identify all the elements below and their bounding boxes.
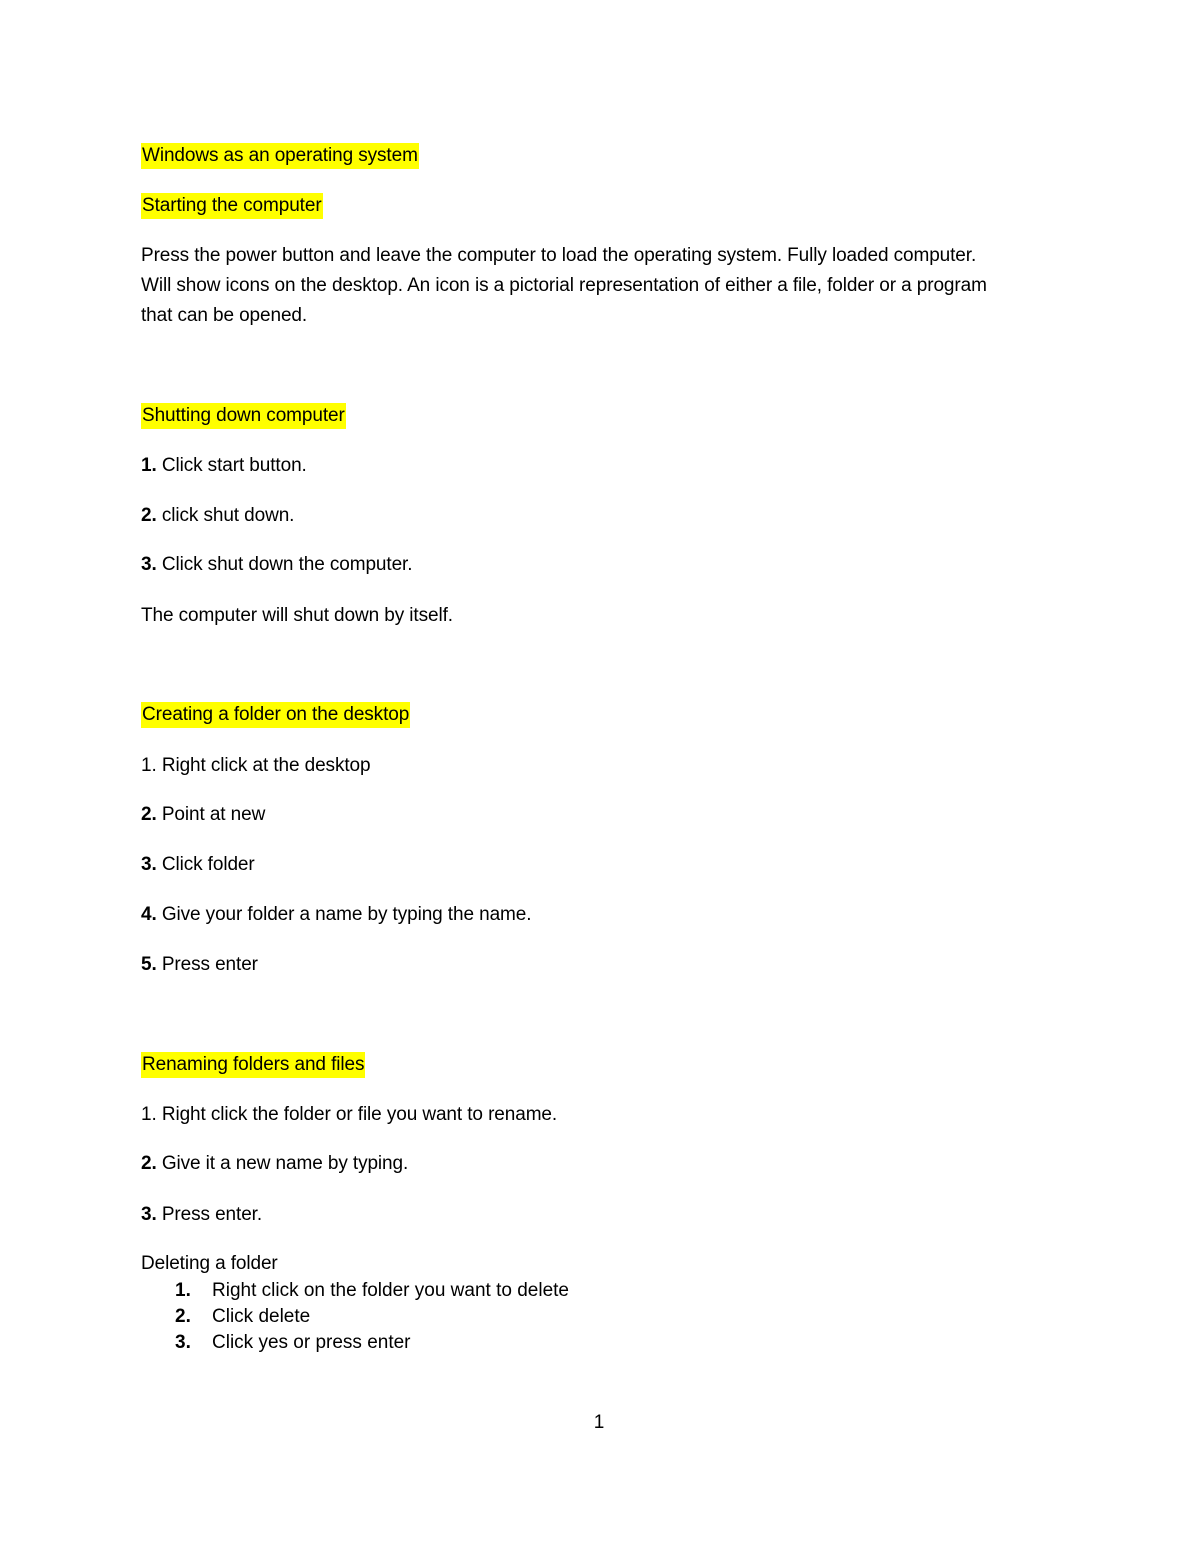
- shutdown-step-3: [141, 550, 412, 580]
- step-number: 1.: [175, 1280, 191, 1301]
- step-number: 3.: [141, 1204, 157, 1225]
- step-text: Click start button.: [156, 455, 307, 476]
- page-number: 1: [593, 1412, 605, 1433]
- intro-line-3: that can be opened.: [141, 305, 308, 326]
- delete-step-3: [175, 1330, 411, 1356]
- step-number: 4.: [141, 904, 157, 925]
- create-step-5: [141, 950, 258, 980]
- step-number: 2.: [175, 1306, 191, 1327]
- step-number: 3.: [141, 854, 157, 875]
- step-text: Right click at the desktop: [156, 755, 371, 776]
- section-heading-renaming: [141, 1050, 365, 1080]
- step-number: 2.: [141, 505, 157, 526]
- section-heading-creating-text: Creating a folder on the desktop: [141, 702, 410, 728]
- document-title: [141, 141, 419, 171]
- shutdown-step-2: [141, 501, 294, 531]
- step-number: 1.: [141, 455, 157, 476]
- step-text: Right click the folder or file you want to rename.: [156, 1104, 558, 1125]
- rename-step-3: [141, 1200, 262, 1230]
- document-title-text: Windows as an operating system: [141, 143, 419, 169]
- delete-step-1: [175, 1278, 569, 1304]
- intro-line-2: Will show icons on the desktop. An icon is a pictorial representation of either a file, folder or a program: [141, 275, 987, 296]
- step-number: 5.: [141, 954, 157, 975]
- delete-step-2: [175, 1304, 310, 1330]
- step-number: 2.: [141, 1153, 157, 1174]
- rename-step-2: [141, 1149, 408, 1179]
- create-step-1: [141, 751, 370, 781]
- step-text: Click folder: [156, 854, 255, 875]
- step-number: 3.: [141, 554, 157, 575]
- step-text: Right click on the folder you want to delete: [212, 1280, 569, 1301]
- step-text: Click delete: [212, 1306, 311, 1327]
- rename-step-1: [141, 1100, 557, 1130]
- section-heading-creating: [141, 700, 410, 730]
- step-number: 1.: [141, 1104, 157, 1125]
- section-heading-renaming-text: Renaming folders and files: [141, 1052, 365, 1078]
- step-number: 2.: [141, 804, 157, 825]
- section-heading-starting-text: Starting the computer: [141, 193, 323, 219]
- step-text: Give your folder a name by typing the name.: [156, 904, 532, 925]
- create-step-2: [141, 800, 265, 830]
- create-step-4: [141, 900, 531, 930]
- step-text: Click yes or press enter: [212, 1332, 411, 1353]
- section-heading-shutting: [141, 401, 346, 431]
- section-heading-deleting: Deleting a folder: [141, 1253, 278, 1274]
- section-heading-shutting-text: Shutting down computer: [141, 403, 346, 429]
- intro-line-1: Press the power button and leave the computer to load the operating system. Fully loaded computer.: [141, 245, 977, 266]
- shutdown-step-1: [141, 451, 307, 481]
- create-step-3: [141, 850, 255, 880]
- step-text: Give it a new name by typing.: [156, 1153, 409, 1174]
- shutdown-note: The computer will shut down by itself.: [141, 605, 453, 626]
- step-text: Click shut down the computer.: [156, 554, 413, 575]
- step-text: Point at new: [156, 804, 266, 825]
- step-number: 1.: [141, 755, 157, 776]
- section-heading-starting: [141, 191, 323, 221]
- step-text: Press enter: [156, 954, 258, 975]
- step-text: click shut down.: [156, 505, 295, 526]
- step-text: Press enter.: [156, 1204, 263, 1225]
- step-number: 3.: [175, 1332, 191, 1353]
